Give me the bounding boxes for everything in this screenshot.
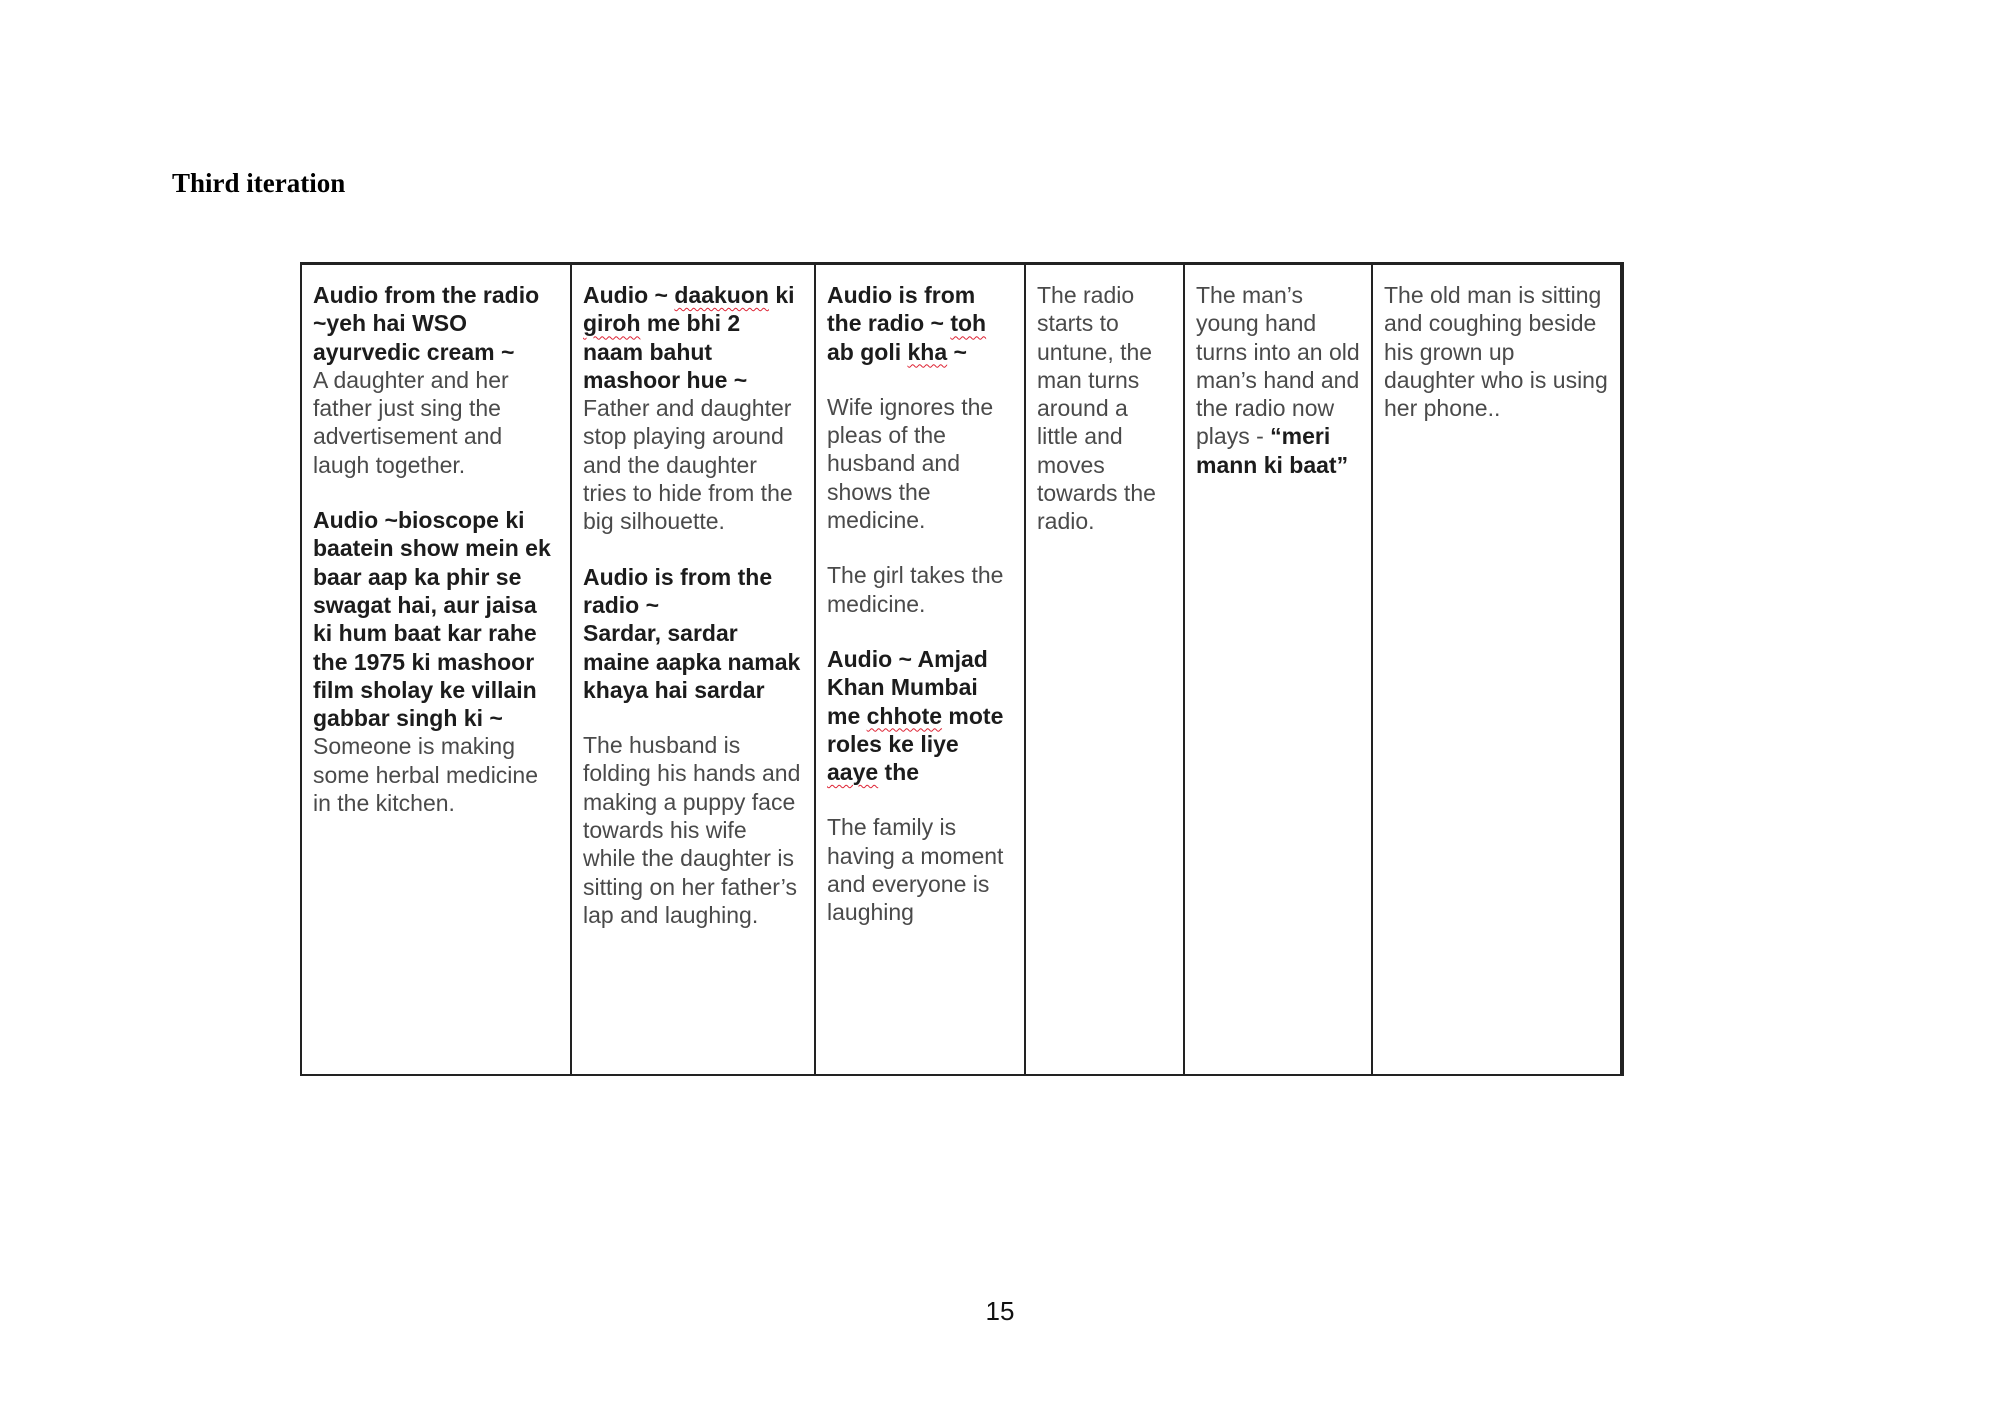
spellcheck-word: chhote bbox=[866, 702, 943, 729]
storyboard-panel-6 bbox=[1373, 265, 1620, 1074]
audio-cue: Audio from the radio ~yeh hai WSO ayurvedic cream ~ bbox=[313, 282, 540, 365]
scene-description: The radio starts to untune, the man turns around a little and moves towards the radio. bbox=[1037, 282, 1156, 535]
spellcheck-word: toh bbox=[950, 310, 987, 337]
audio-cue: Audio ~bioscope ki baatein show mein ek baar aap ka phir se swagat hai, aur jaisa ki hum baat kar rahe the 1975 ki mashoor film sholay ke villain gabbar singh ki ~ bbox=[313, 507, 551, 732]
spellcheck-word: kha bbox=[907, 338, 948, 365]
scene-description: The husband is folding his hands and making a puppy face towards his wife while the daughter is sitting on her father’s lap and laughing. bbox=[583, 732, 801, 928]
audio-cue: Audio is from the radio ~ toh ab goli kha ~ bbox=[827, 282, 987, 365]
spellcheck-word: aaye bbox=[827, 759, 879, 786]
scene-description: The old man is sitting and coughing beside his grown up daughter who is using her phone.. bbox=[1384, 282, 1608, 422]
scene-description: Someone is making some herbal medicine in the kitchen. bbox=[313, 733, 539, 817]
scene-description: The girl takes the medicine. bbox=[827, 562, 1004, 617]
audio-cue: Audio ~ daakuon ki giroh me bhi 2 naam bahut mashoor hue ~ bbox=[583, 282, 795, 393]
spellcheck-word: daakuon bbox=[674, 282, 769, 308]
audio-cue: Audio is from the radio ~ bbox=[583, 563, 773, 618]
spellcheck-word: giroh bbox=[583, 310, 641, 337]
scene-description: A daughter and her father just sing the advertisement and laugh together. bbox=[313, 366, 509, 478]
storyboard-panel-2 bbox=[572, 265, 816, 1074]
scene-description: Wife ignores the pleas of the husband and shows the medicine. bbox=[827, 393, 994, 534]
storyboard-panel-3 bbox=[816, 265, 1026, 1074]
scene-description: The man’s young hand turns into an old man’s hand and the radio now plays - “meri mann ki baat” bbox=[1196, 282, 1360, 478]
storyboard-panel-4 bbox=[1026, 265, 1185, 1074]
audio-cue: “meri mann ki baat” bbox=[1196, 423, 1349, 478]
page-number: 15 bbox=[985, 1296, 1015, 1326]
audio-cue: Audio ~ Amjad Khan Mumbai me chhote mote roles ke liye aaye the bbox=[827, 645, 1004, 786]
section-heading: Third iteration bbox=[172, 168, 346, 198]
storyboard-panel-1 bbox=[302, 265, 572, 1074]
storyboard-table bbox=[300, 262, 1624, 1076]
audio-cue: Sardar, sardar maine aapka namak khaya hai sardar bbox=[583, 620, 801, 703]
scene-description: The family is having a moment and everyone is laughing bbox=[827, 814, 1004, 926]
scene-description: Father and daughter stop playing around and the daughter tries to hide from the big silhouette. bbox=[583, 395, 793, 535]
storyboard-panel-5 bbox=[1185, 265, 1373, 1074]
